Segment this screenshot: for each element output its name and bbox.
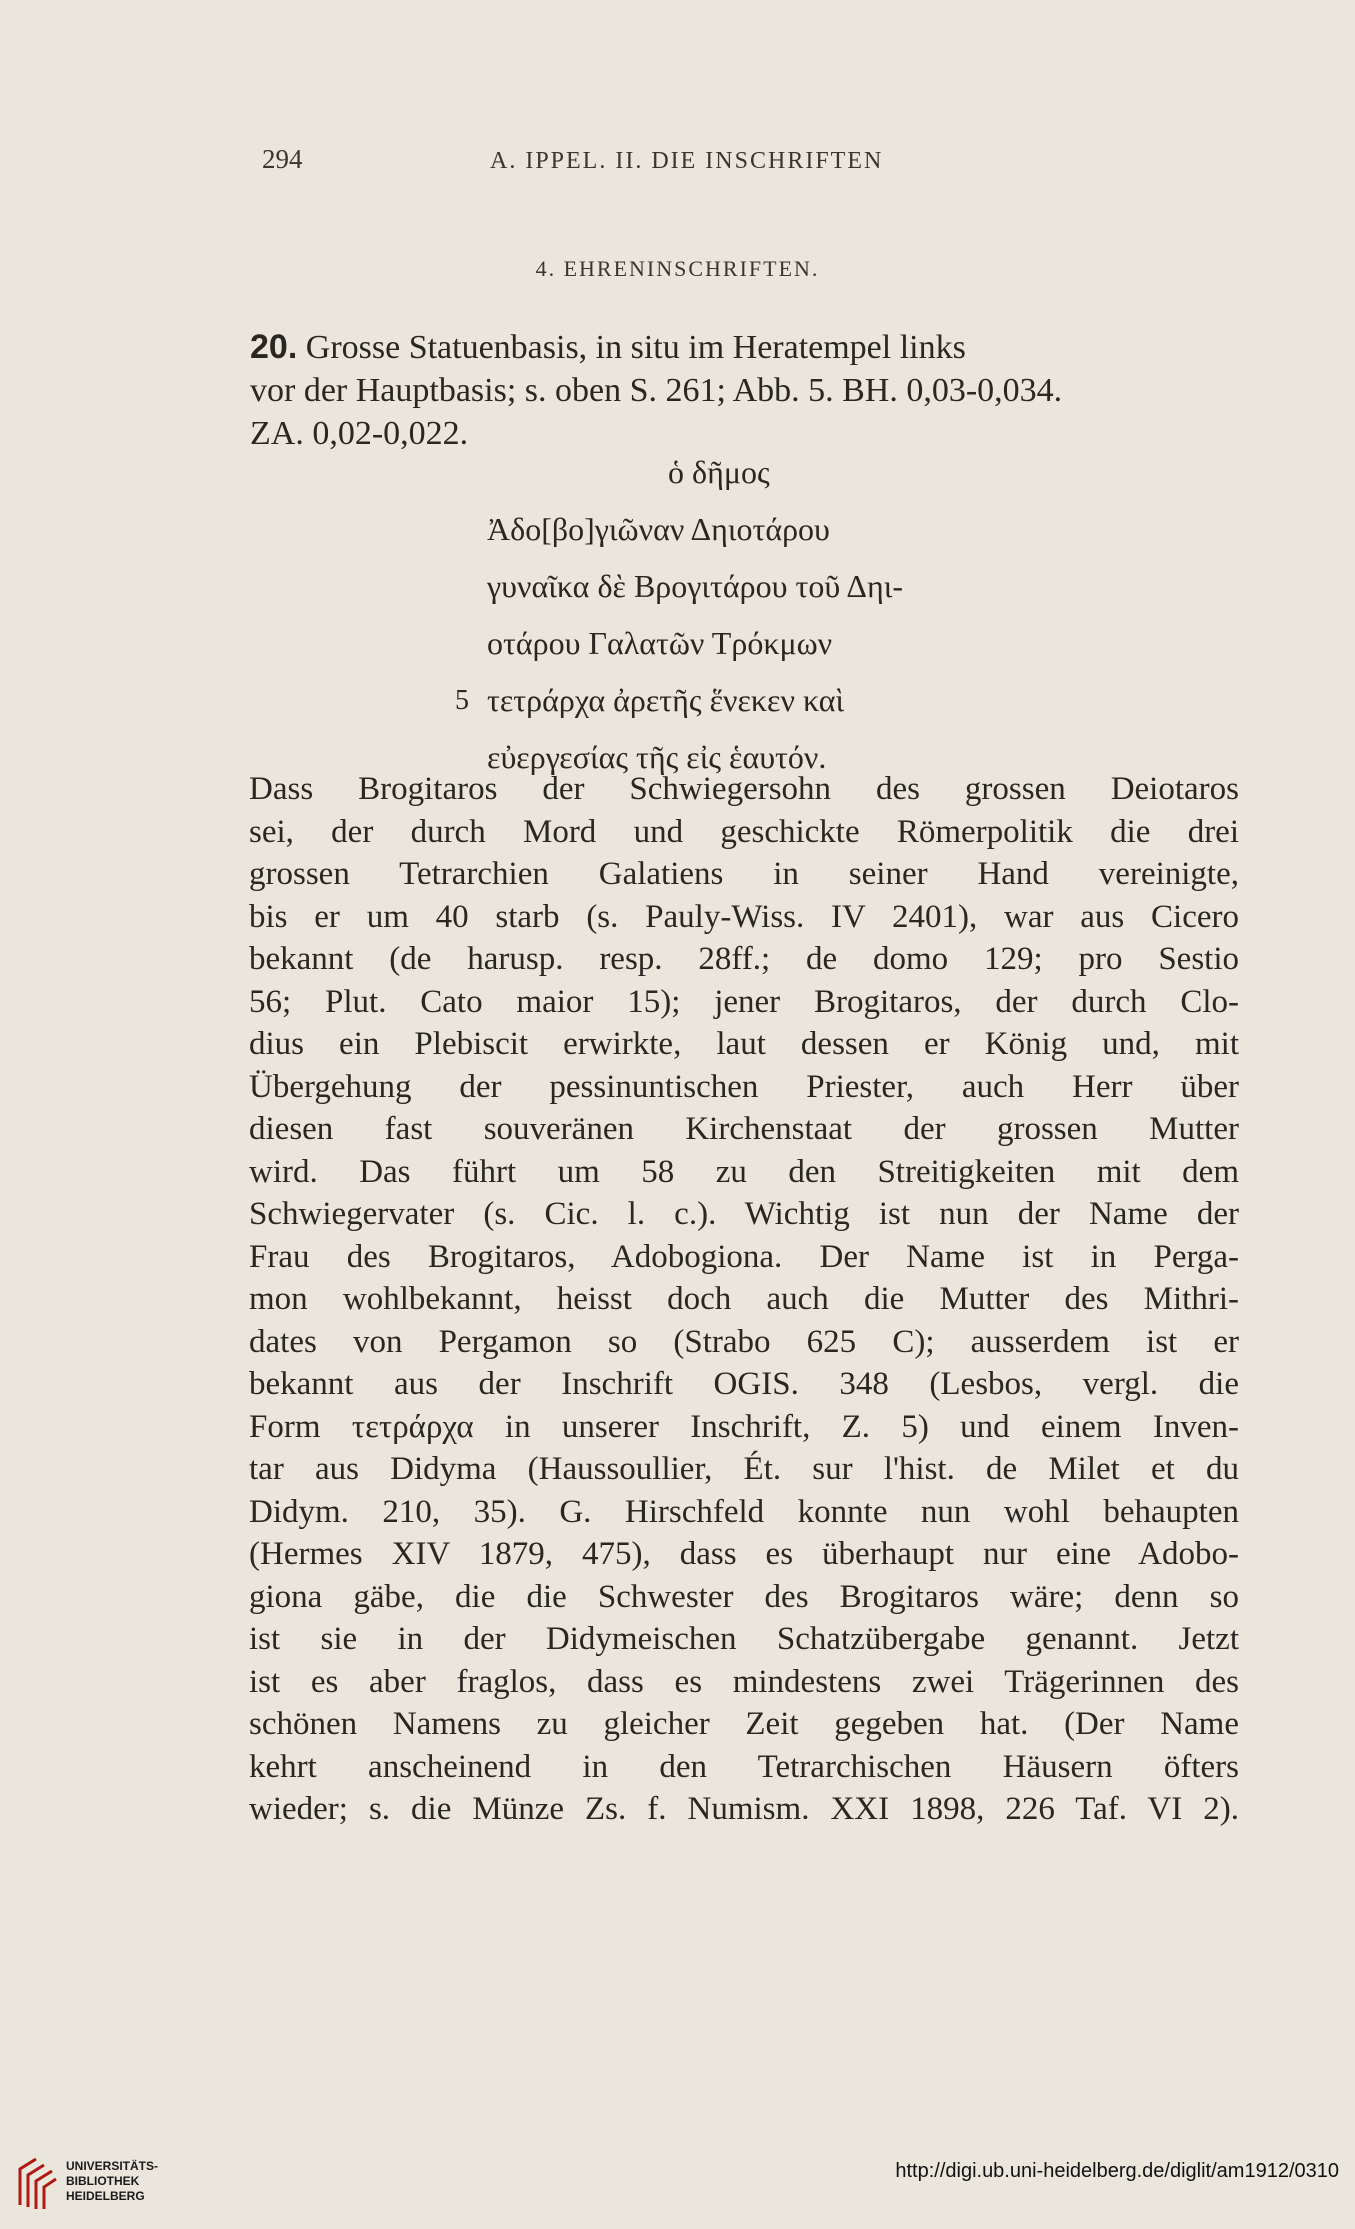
- source-url[interactable]: http://digi.ub.uni-heidelberg.de/diglit/am1912/0310: [895, 2160, 1339, 2182]
- text-line: sei, der durch Mord und geschickte Römerpolitik die drei: [249, 813, 1239, 850]
- text-line: wieder; s. die Münze Zs. f. Numism. XXI 1898, 226 Taf. VI 2).: [249, 1791, 1239, 1827]
- entry-heading: [250, 326, 1240, 455]
- line-number: 5: [455, 685, 469, 716]
- library-logo: [14, 2155, 184, 2215]
- inscription-text: ὁ δῆμος: [668, 454, 770, 490]
- text-line: bis er um 40 starb (s. Pauly-Wiss. IV 2401), war aus Cicero: [249, 898, 1239, 935]
- entry-line-text: Grosse Statuenbasis, in situ im Heratempel links: [297, 329, 966, 366]
- text-line: bekannt (de harusp. resp. 28ff.; de domo 129; pro Sestio: [249, 941, 1239, 977]
- page-number: 294: [262, 144, 303, 174]
- library-logo-icon: [14, 2155, 62, 2211]
- entry-line: vor der Hauptbasis; s. oben S. 261; Abb. 5. BH. 0,03-0,034.: [250, 372, 1063, 409]
- text-line: Didym. 210, 35). G. Hirschfeld konnte nun wohl behaupten: [249, 1493, 1239, 1530]
- section-title: 4. EHRENINSCHRIFTEN.: [535, 256, 820, 281]
- text-line: Schwiegervater (s. Cic. l. c.). Wichtig ist nun der Name der: [249, 1196, 1239, 1232]
- library-name-line: HEIDELBERG: [66, 2189, 145, 2203]
- entry-number: 20.: [250, 328, 298, 366]
- text-line: kehrt anscheinend in den Tetrarchischen Häusern öfters: [249, 1748, 1239, 1785]
- text-line: tar aus Didyma (Haussoullier, Ét. sur l'hist. de Milet et du: [249, 1451, 1239, 1487]
- commentary-text: [249, 768, 1239, 1831]
- text-line: (Hermes XIV 1879, 475), dass es überhaupt nur eine Adobo-: [249, 1536, 1239, 1572]
- library-name: [66, 2159, 158, 2204]
- inscription-text: Ἀδο[βο]γιῶναν Δηιοτάρου: [487, 511, 830, 547]
- text-line: schönen Namens zu gleicher Zeit gegeben hat. (Der Name: [249, 1706, 1239, 1742]
- text-line: grossen Tetrarchien Galatiens in seiner Hand vereinigte,: [249, 856, 1239, 892]
- inscription-line: [0, 444, 1355, 501]
- library-name-line: UNIVERSITÄTS-: [66, 2159, 159, 2173]
- inscription-line: [0, 558, 1355, 615]
- inscription-line: [0, 672, 1355, 729]
- text-line: Dass Brogitaros der Schwiegersohn des grossen Deiotaros: [249, 771, 1239, 807]
- text-line: giona gäbe, die die Schwester des Brogitaros wäre; denn so: [249, 1578, 1239, 1615]
- text-line: ist sie in der Didymeischen Schatzübergabe genannt. Jetzt: [249, 1621, 1239, 1657]
- inscription-line: [0, 615, 1355, 672]
- text-line: bekannt aus der Inschrift OGIS. 348 (Lesbos, vergl. die: [249, 1366, 1239, 1402]
- text-line: wird. Das führt um 58 zu den Streitigkeiten mit dem: [249, 1153, 1239, 1190]
- entry-line: [250, 326, 1240, 369]
- text-line: dius ein Plebiscit erwirkte, laut dessen er König und, mit: [249, 1026, 1239, 1062]
- text-line: 56; Plut. Cato maior 15); jener Brogitaros, der durch Clo-: [249, 983, 1239, 1020]
- text-line: Frau des Brogitaros, Adobogiona. Der Name ist in Perga-: [249, 1238, 1239, 1275]
- inscription-text: τετράρχα ἀρετῆς ἕνεκεν καὶ: [487, 682, 845, 718]
- running-title: A. IPPEL. II. DIE INSCHRIFTEN: [490, 148, 884, 174]
- library-name-line: BIBLIOTHEK: [66, 2174, 140, 2188]
- greek-inscription: [0, 444, 1355, 786]
- entry-line: ZA. 0,02-0,022.: [250, 415, 469, 452]
- text-line: Übergehung der pessinuntischen Priester, auch Herr über: [249, 1068, 1239, 1105]
- text-line: mon wohlbekannt, heisst doch auch die Mutter des Mithri-: [249, 1281, 1239, 1317]
- text-line: diesen fast souveränen Kirchenstaat der grossen Mutter: [249, 1111, 1239, 1147]
- text-line: dates von Pergamon so (Strabo 625 C); ausserdem ist er: [249, 1323, 1239, 1360]
- inscription-line: [0, 501, 1355, 558]
- text-line: ist es aber fraglos, dass es mindestens zwei Trägerinnen des: [249, 1663, 1239, 1700]
- inscription-text: γυναῖκα δὲ Βρογιτάρου τοῦ Δηι-: [487, 568, 903, 604]
- inscription-text: οτάρου Γαλατῶν Τρόκμων: [487, 625, 833, 661]
- inscription-text: εὐεργεσίας τῆς εἰς ἑαυτόν.: [487, 739, 827, 775]
- text-line: Form τετράρχα in unserer Inschrift, Z. 5) und einem Inven-: [249, 1408, 1239, 1445]
